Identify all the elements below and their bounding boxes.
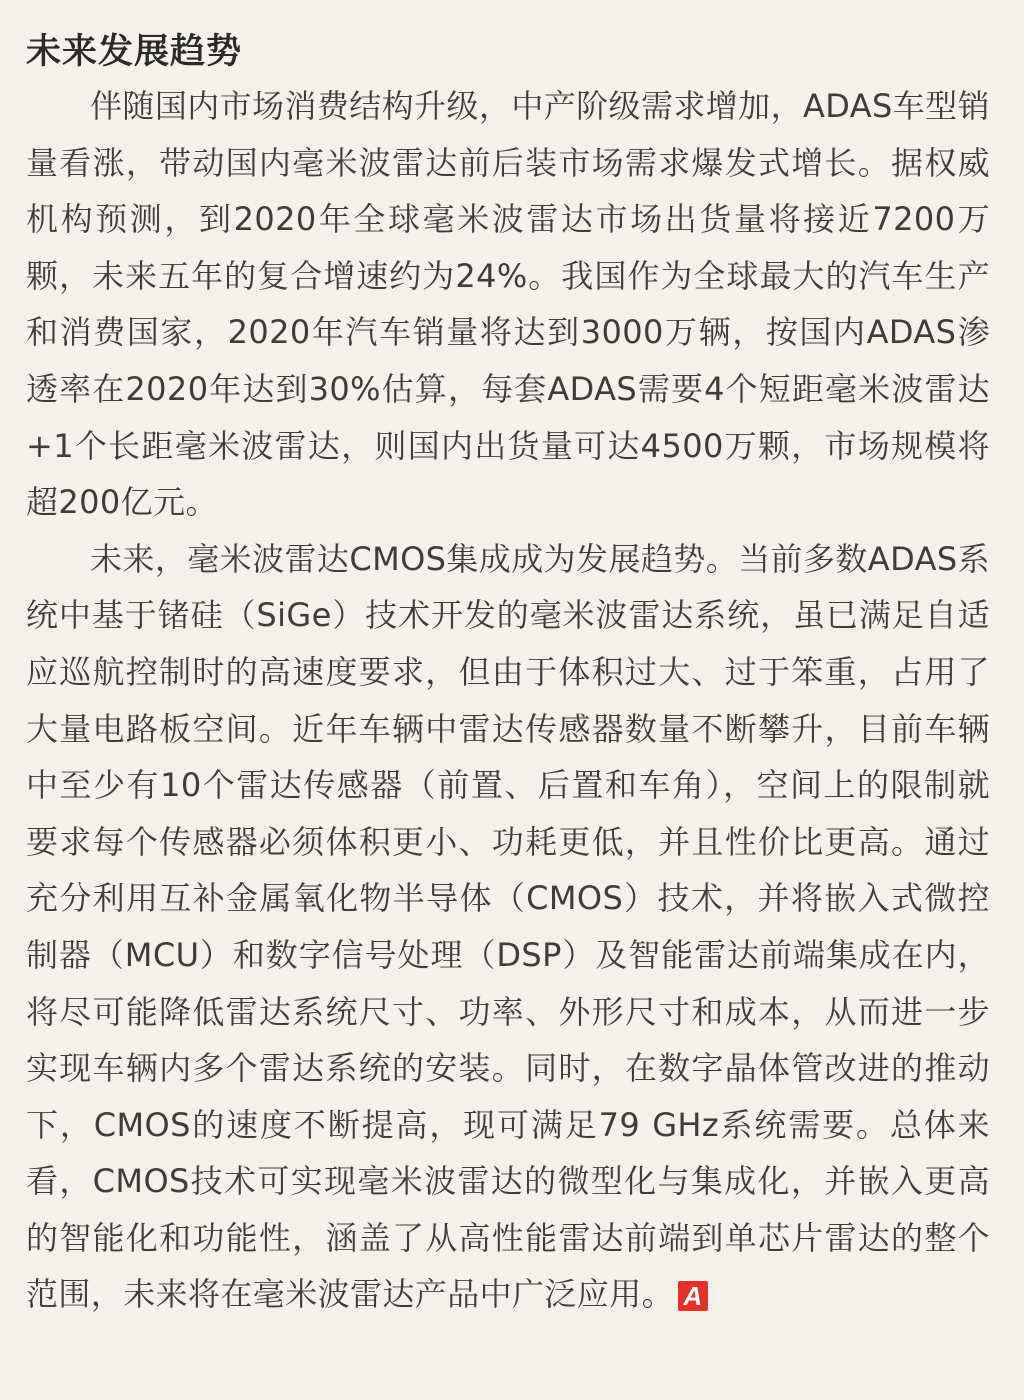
paragraph-1-text: 伴随国内市场消费结构升级，中产阶级需求增加，ADAS车型销量看涨，带动国内毫米波雷达前后装市场需求爆发式增长。据权威机构预测，到2020年全球毫米波雷达市场出货量将接近7200万颗，未来五年的复合增速约为24%。我国作为全球最大的汽车生产和消费国家，2020年汽车销量将达到3000万辆，按国内ADAS渗透率在2020年达到30%估算，每套ADAS需要4个短距毫米波雷达+1个长距毫米波雷达，则国内出货量可达4500万颗，市场规模将超200亿元。 (26, 87, 990, 522)
section-title: 未来发展趋势 (26, 32, 243, 72)
paragraph-2-text: 未来，毫米波雷达CMOS集成成为发展趋势。当前多数ADAS系统中基于锗硅（SiGe）技术开发的毫米波雷达系统，虽已满足自适应巡航控制时的高速度要求，但由于体积过大、过于笨重，占用了大量电路板空间。近年车辆中雷达传感器数量不断攀升，目前车辆中至少有10个雷达传感器（前置、后置和车角），空间上的限制就要求每个传感器必须体积更小、功耗更低，并且性价比更高。通过充分利用互补金属氧化物半导体（CMOS）技术，并将嵌入式微控制器（MCU）和数字信号处理（DSP）及智能雷达前端集成在内，将尽可能降低雷达系统尺寸、功率、外形尺寸和成本，从而进一步实现车辆内多个雷达系统的安装。同时，在数字晶体管改进的推动下，CMOS的速度不断提高，现可满足79 GHz系统需要。总体来看，CMOS技术可实现毫米波雷达的微型化与集成化，并嵌入更高的智能化和功能性，涵盖了从高性能雷达前端到单芯片雷达的整个范围，未来将在毫米波雷达产品中广泛应用。 (26, 539, 990, 1314)
paragraph-cmos-trend (26, 531, 990, 1323)
end-mark-logo: A (678, 1281, 708, 1311)
paragraph-market-outlook (26, 78, 990, 531)
